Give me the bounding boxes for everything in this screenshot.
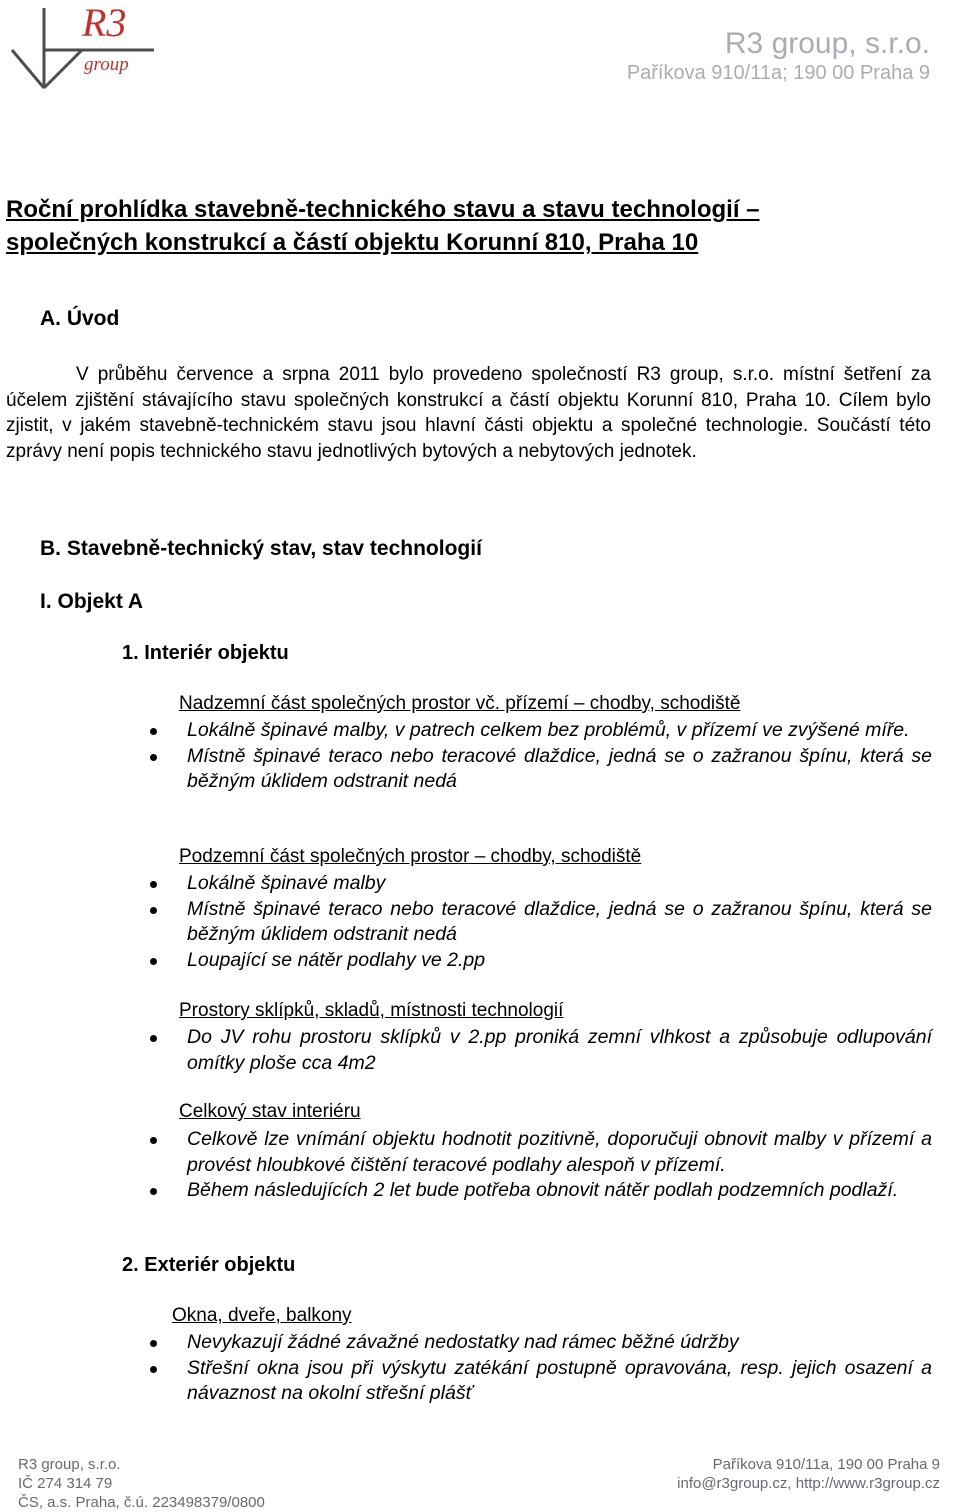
exterior-heading: 2. Exteriér objektu <box>122 1254 296 1276</box>
list-item <box>150 948 932 974</box>
bullet-icon <box>150 907 157 914</box>
subsection-title: Celkový stav interiéru <box>179 1101 361 1122</box>
header-company-name: R3 group, s.r.o. <box>724 27 930 60</box>
bullet-icon <box>150 958 157 965</box>
bullet-icon <box>150 1188 157 1195</box>
section-a-heading: A. Úvod <box>40 307 120 330</box>
list-item <box>150 897 932 948</box>
bullet-icon <box>150 881 157 888</box>
list-item-text: Místně špinavé teraco nebo teracové dlaždice, jedná se o zažranou špínu, která se běžným úklidem odstranit nedá <box>187 897 932 945</box>
document-title <box>6 193 936 259</box>
list-item <box>150 871 932 897</box>
logo-brand: R3 <box>82 0 127 45</box>
subsection-title: Podzemní část společných prostor – chodby, schodiště <box>179 846 642 867</box>
list-item-text: Nevykazují žádné závažné nedostatky nad rámec běžné údržby <box>187 1331 739 1353</box>
list-item <box>150 1330 932 1356</box>
interior-heading: 1. Interiér objektu <box>122 642 289 664</box>
bullet-icon <box>150 728 157 735</box>
footer-address: Paříkova 910/11a, 190 00 Praha 9 <box>712 1456 940 1473</box>
r3-group-logo <box>4 0 164 92</box>
list-item <box>150 718 932 744</box>
bullet-list <box>150 1330 932 1407</box>
bullet-icon <box>150 1366 157 1373</box>
bullet-icon <box>150 1137 157 1144</box>
object-a-heading: I. Objekt A <box>40 590 144 613</box>
list-item-text: Lokálně špinavé malby, v patrech celkem bez problémů, v přízemí ve zvýšené míře. <box>187 719 910 741</box>
subsection-title: Prostory sklípků, skladů, místnosti technologií <box>179 1000 564 1021</box>
bullet-icon <box>150 1035 157 1042</box>
list-item-text: Loupající se nátěr podlahy ve 2.pp <box>187 948 486 971</box>
subsection-title: Nadzemní část společných prostor vč. přízemí – chodby, schodiště <box>179 693 741 714</box>
list-item-text: Během následujících 2 let bude potřeba obnovit nátěr podlah podzemních podlaží. <box>187 1179 899 1201</box>
intro-paragraph: V průběhu července a srpna 2011 bylo provedeno společností R3 group, s.r.o. místní šetření za účelem zjištění stávajícího stavu společných konstrukcí a částí objektu Korunní 810, Praha 10. Cílem bylo zjistit, v jakém stavebně-technickém stavu jsou hlavní části objektu a společné technologie. Součástí této zprávy není popis technického stavu jednotlivých bytových a nebytových jednotek. <box>6 364 931 462</box>
list-item-text: Lokálně špinavé malby <box>187 872 386 894</box>
list-item <box>150 1127 932 1178</box>
title-line-1: Roční prohlídka stavebně-technického stavu a stavu technologií – <box>6 196 760 223</box>
list-item-text: Střešní okna jsou při výskytu zatékání postupně opravována, resp. jejich osazení a návaznost na okolní střešní plášť <box>187 1356 932 1404</box>
header-company-address: Paříkova 910/11a; 190 00 Praha 9 <box>626 62 930 84</box>
bullet-list <box>150 871 932 973</box>
list-item <box>150 744 932 795</box>
section-b-heading: B. Stavebně-technický stav, stav technologií <box>40 537 482 560</box>
bullet-list <box>150 1025 932 1076</box>
footer-right <box>677 1455 940 1493</box>
bullet-list <box>150 1127 932 1204</box>
list-item <box>150 1025 932 1076</box>
footer-company: R3 group, s.r.o. <box>18 1456 121 1473</box>
footer-ico: IČ 274 314 79 <box>18 1475 113 1492</box>
list-item <box>150 1178 932 1204</box>
bullet-list <box>150 718 932 795</box>
list-item-text: Místně špinavé teraco nebo teracové dlaždice, jedná se o zažranou špínu, která se běžným úklidem odstranit nedá <box>187 744 932 792</box>
list-item <box>150 1356 932 1407</box>
bullet-icon <box>150 754 157 761</box>
title-line-2: společných konstrukcí a částí objektu Korunní 810, Praha 10 <box>6 229 699 256</box>
footer-left <box>18 1455 265 1512</box>
subsection-title: Okna, dveře, balkony <box>172 1305 352 1326</box>
footer-contact: info@r3group.cz, http://www.r3group.cz <box>677 1475 940 1492</box>
list-item-text: Do JV rohu prostoru sklípků v 2.pp proniká zemní vlhkost a způsobuje odlupování omítky ploše cca 4m2 <box>187 1026 932 1074</box>
footer-bank-account: ČS, a.s. Praha, č.ú. 223498379/0800 <box>18 1494 265 1511</box>
logo-subtitle: group <box>84 54 129 75</box>
list-item-text: Celkově lze vnímání objektu hodnotit pozitivně, doporučuji obnovit malby v přízemí a provést hloubkové čištění teracové podlahy alespoň v přízemí. <box>187 1128 932 1176</box>
bullet-icon <box>150 1340 157 1347</box>
